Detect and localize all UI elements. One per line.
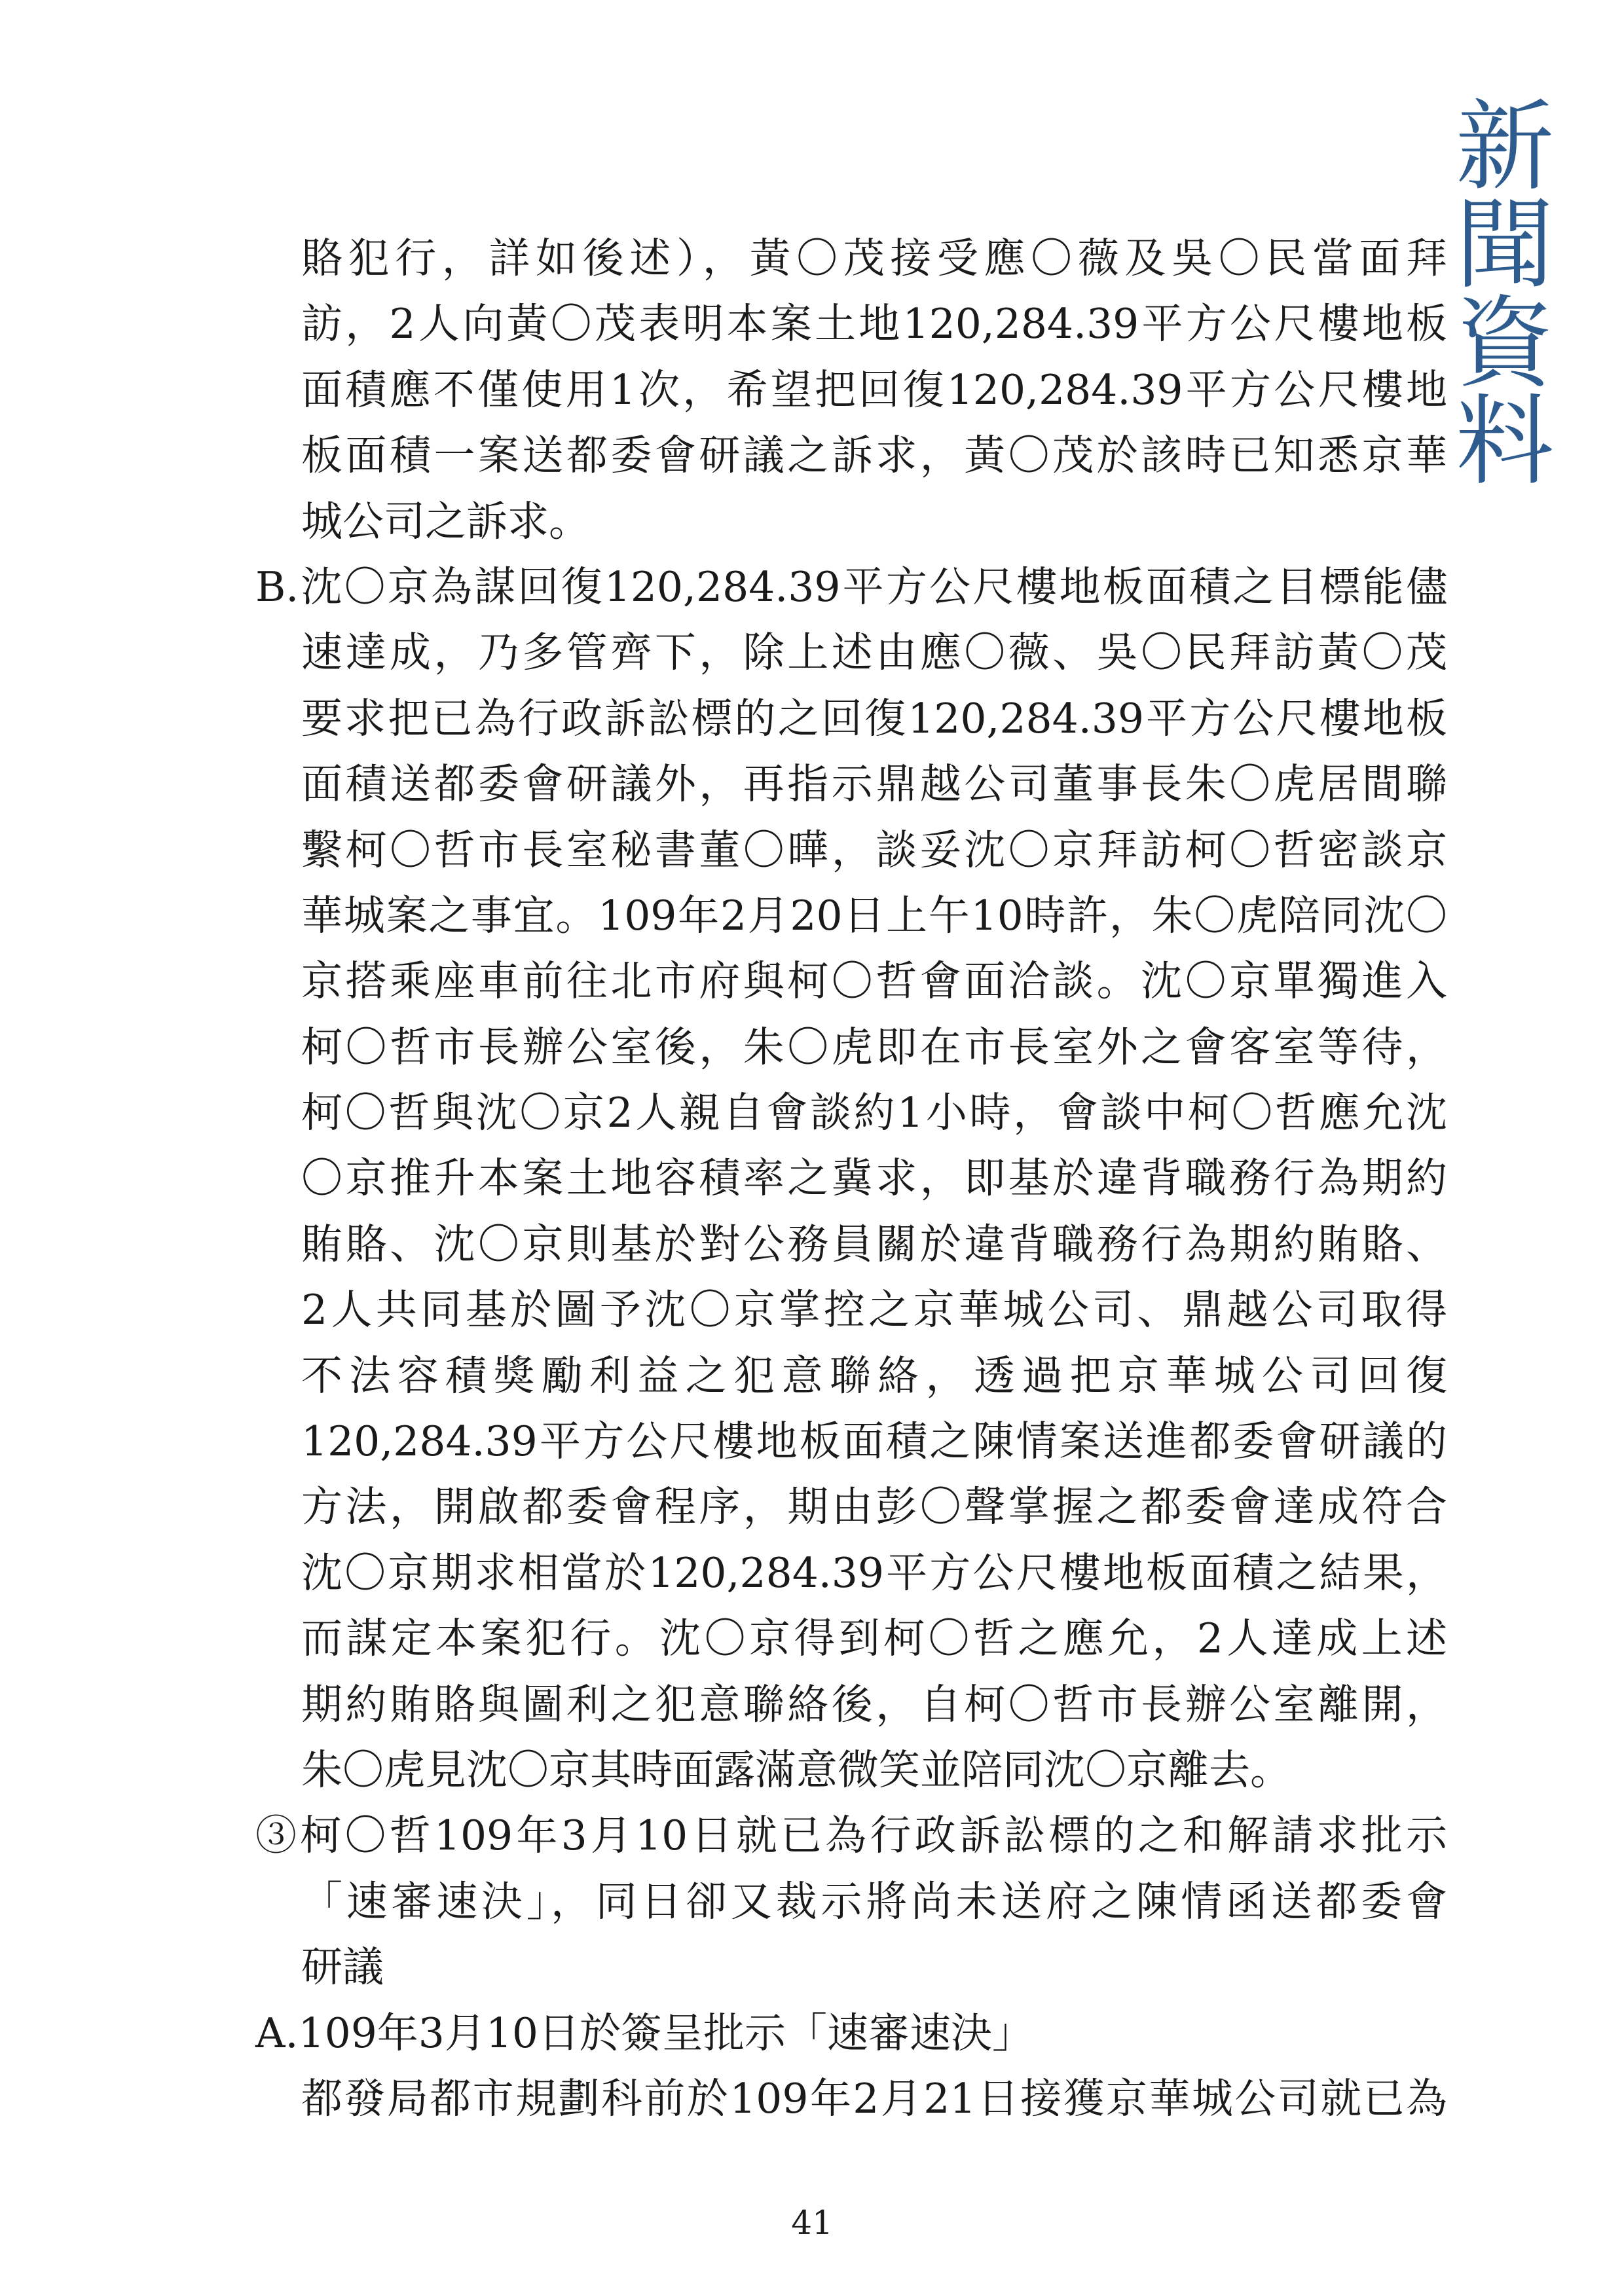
text-line: 賂犯行，詳如後述），黃〇茂接受應〇薇及吳〇民當面拜 [301,234,1447,282]
stamp-char: 料 [1455,385,1554,499]
text-line: 賄賂、沈〇京則基於對公務員關於違背職務行為期約賄賂、 [301,1220,1447,1268]
news-release-stamp [1446,90,1564,499]
section-heading-3: ③柯〇哲109年3月10日就已為行政訴訟標的之和解請求批示 [255,1812,1447,1860]
text-line: 「速審速決」，同日卻又裁示將尚未送府之陳情函送都委會 [301,1877,1447,1925]
text-line: 120,284.39平方公尺樓地板面積之陳情案送進都委會研議的 [301,1417,1447,1466]
text-line: 2人共同基於圖予沈〇京掌控之京華城公司、鼎越公司取得 [301,1286,1447,1334]
text-line: 都發局都市規劃科前於109年2月21日接獲京華城公司就已為 [301,2074,1447,2123]
text-line: 華城案之事宜。109年2月20日上午10時許，朱〇虎陪同沈〇 [301,891,1447,939]
text-line: 沈〇京期求相當於120,284.39平方公尺樓地板面積之結果， [301,1548,1447,1597]
text-line: 期約賄賂與圖利之犯意聯絡後，自柯〇哲市長辦公室離開， [301,1680,1447,1728]
document-body [255,226,1447,2132]
text-line: 速達成，乃多管齊下，除上述由應〇薇、吳〇民拜訪黃〇茂 [301,629,1447,677]
text-line: 面積應不僅使用1次，希望把回復120,284.39平方公尺樓地 [301,365,1447,414]
text-line: 柯〇哲市長辦公室後，朱〇虎即在市長室外之會客室等待， [301,1023,1447,1071]
text-line: 方法，開啟都委會程序，期由彭〇聲掌握之都委會達成符合 [301,1483,1447,1531]
text-line: 訪，2人向黃〇茂表明本案土地120,284.39平方公尺樓地板 [301,300,1447,348]
text-line: 〇京推升本案土地容積率之冀求，即基於違背職務行為期約 [301,1154,1447,1203]
stamp-char: 新 [1455,90,1554,204]
text-line: 城公司之訴求。 [301,497,590,545]
text-line: 柯〇哲與沈〇京2人親自會談約1小時，會談中柯〇哲應允沈 [301,1089,1447,1137]
text-line: 板面積一案送都委會研議之訴求，黃〇茂於該時已知悉京華 [301,431,1447,480]
stamp-char: 聞 [1455,189,1554,302]
page-number: 41 [791,2204,833,2242]
stamp-char: 資 [1455,287,1554,401]
text-line: 要求把已為行政訴訟標的之回復120,284.39平方公尺樓地板 [301,694,1447,742]
text-line: 研議 [301,1943,384,1992]
text-line: 不法容積獎勵利益之犯意聯絡，透過把京華城公司回復 [301,1351,1447,1400]
section-heading-b: B.沈〇京為謀回復120,284.39平方公尺樓地板面積之目標能儘 [255,562,1447,611]
text-line: 京搭乘座車前往北市府與柯〇哲會面洽談。沈〇京單獨進入 [301,957,1447,1006]
text-line: 朱〇虎見沈〇京其時面露滿意微笑並陪同沈〇京離去。 [301,1745,1291,1794]
text-line: 而謀定本案犯行。沈〇京得到柯〇哲之應允，2人達成上述 [301,1614,1447,1663]
text-line: 繫柯〇哲市長室秘書董〇曄，談妥沈〇京拜訪柯〇哲密談京 [301,826,1447,874]
text-line: 面積送都委會研議外，再指示鼎越公司董事長朱〇虎居間聯 [301,760,1447,809]
section-heading-a: A.109年3月10日於簽呈批示「速審速決」 [255,2009,1034,2057]
